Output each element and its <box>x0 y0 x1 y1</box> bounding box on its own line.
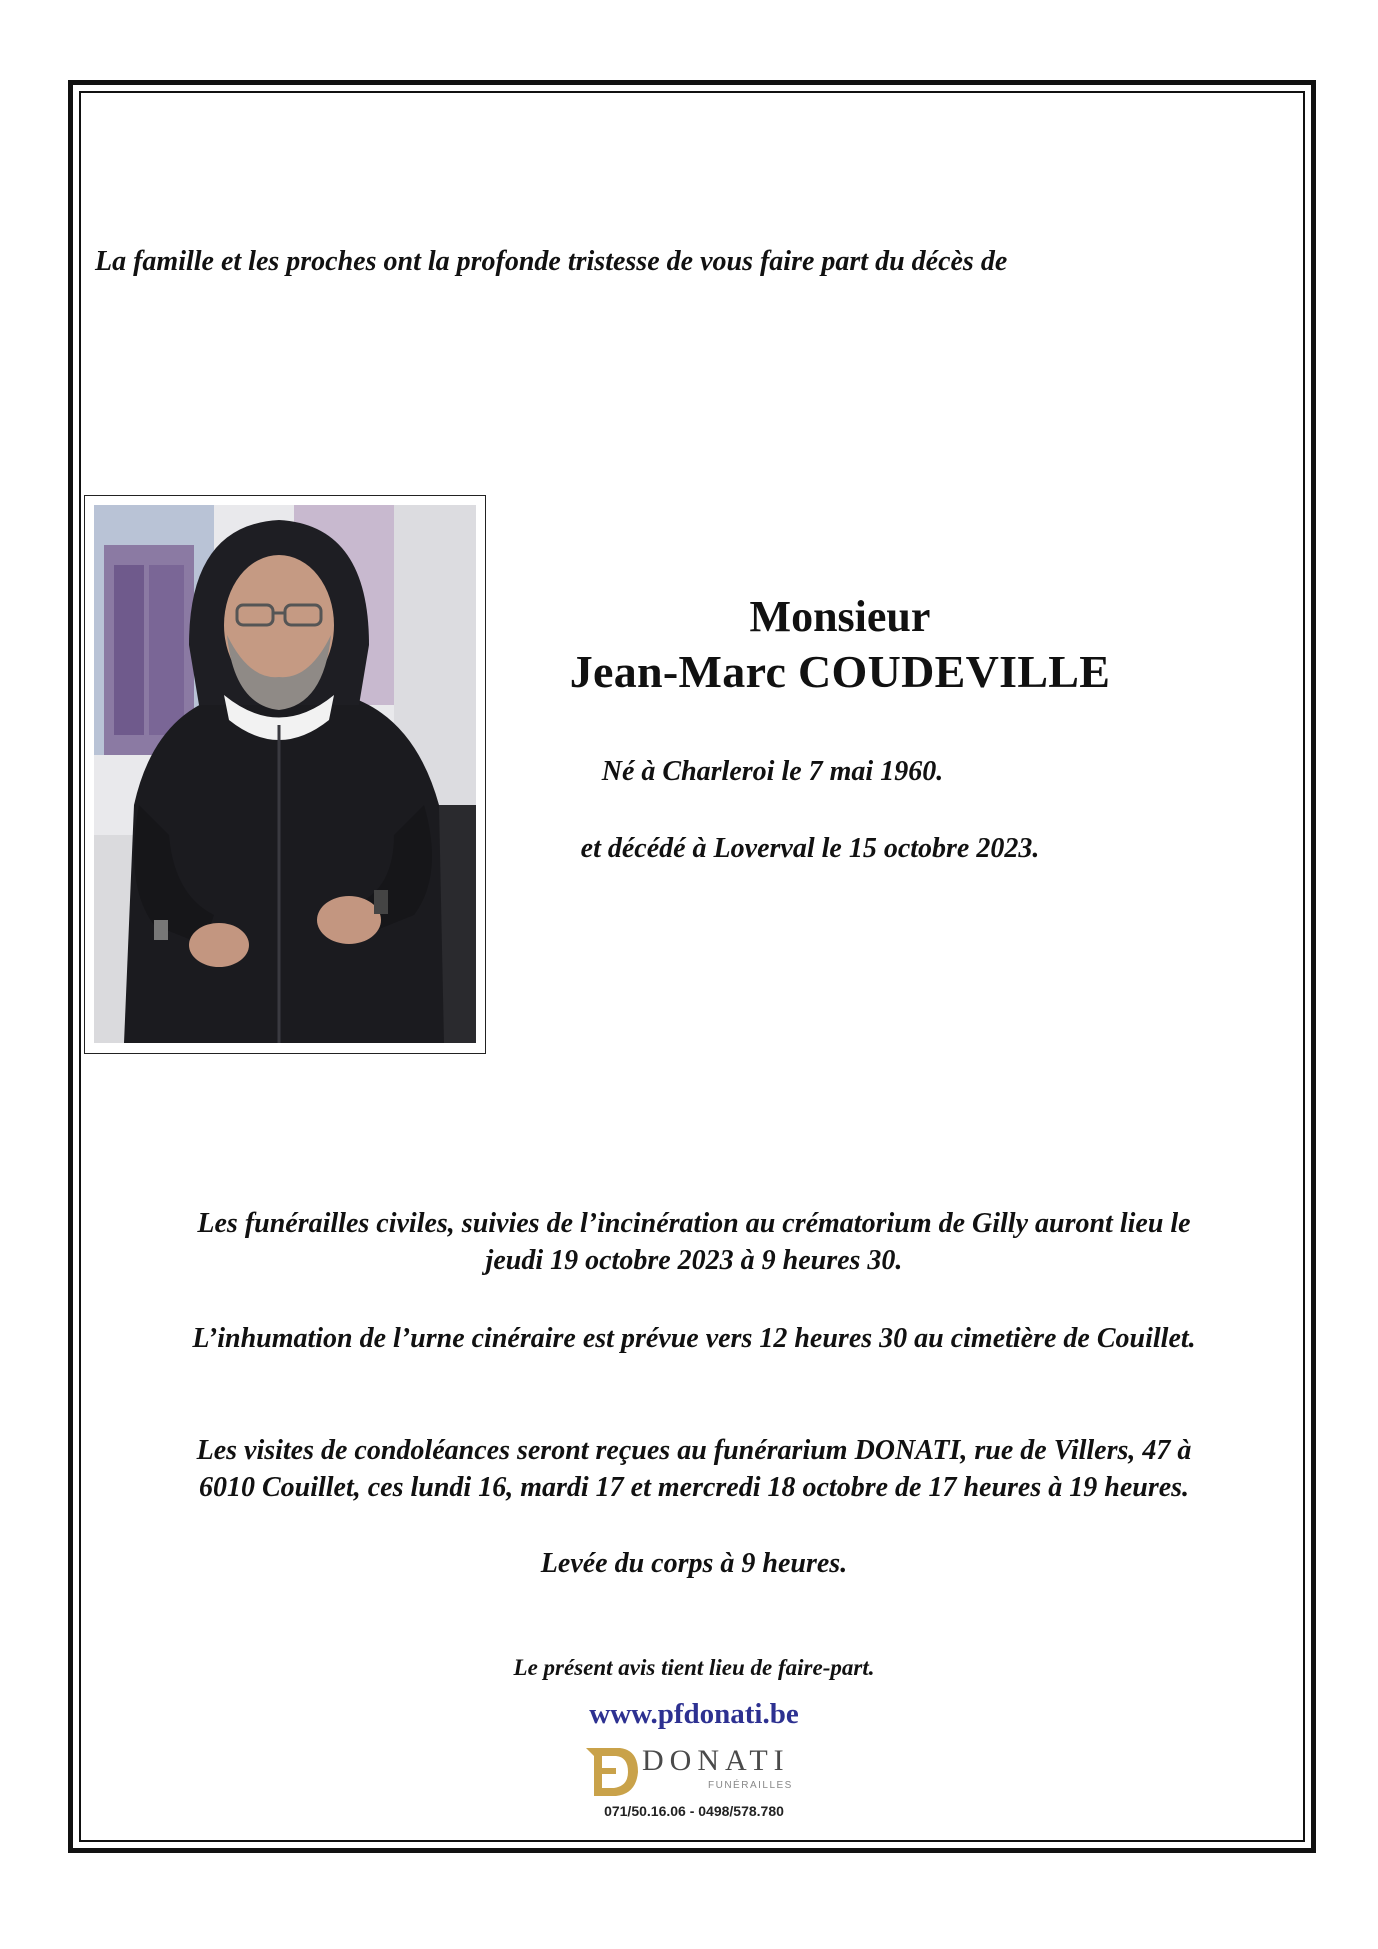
intro-text: La famille et les proches ont la profonde tristesse de vous faire part du décès de <box>95 246 1008 277</box>
logo-subtitle: FUNÉRAILLES <box>708 1780 793 1791</box>
honorific-title: Monsieur <box>749 592 931 641</box>
notice-text: Le présent avis tient lieu de faire-part. <box>513 1655 875 1680</box>
visits-line-1: Les visites de condoléances seront reçues au funérarium DONATI, rue de Villers, 47 à <box>196 1435 1192 1466</box>
funeral-paragraph <box>90 1205 1298 1279</box>
burial-paragraph: L’inhumation de l’urne cinéraire est prévue vers 12 heures 30 au cimetière de Couillet. <box>192 1323 1196 1354</box>
levee-paragraph: Levée du corps à 9 heures. <box>540 1548 848 1579</box>
death-info: et décédé à Loverval le 15 octobre 2023. <box>580 833 1040 864</box>
website-link[interactable]: www.pfdonati.be <box>589 1698 799 1730</box>
funeral-line-2: jeudi 19 octobre 2023 à 9 heures 30. <box>485 1245 903 1276</box>
birth-info: Né à Charleroi le 7 mai 1960. <box>601 756 944 787</box>
donati-logo-icon <box>580 1740 640 1800</box>
portrait-photo <box>94 505 476 1043</box>
portrait-photo-frame <box>84 495 486 1054</box>
deceased-name: Jean-Marc COUDEVILLE <box>569 646 1111 697</box>
visits-paragraph <box>90 1432 1298 1506</box>
deceased-name-block <box>500 590 1180 700</box>
visits-line-2: 6010 Couillet, ces lundi 16, mardi 17 et mercredi 18 octobre de 17 heures à 19 heures. <box>198 1472 1190 1503</box>
donati-logo <box>580 1740 800 1802</box>
phone-numbers: 071/50.16.06 - 0498/578.780 <box>604 1803 784 1819</box>
funeral-line-1: Les funérailles civiles, suivies de l’incinération au crématorium de Gilly auront lieu le <box>197 1208 1191 1239</box>
logo-wordmark: DONATI <box>642 1744 790 1777</box>
